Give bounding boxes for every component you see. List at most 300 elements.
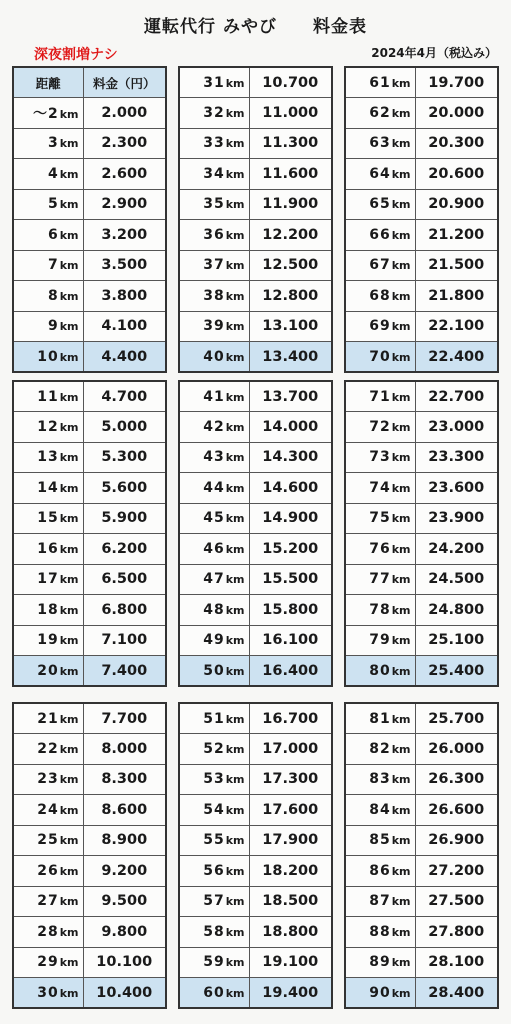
unit-label: km [391,956,411,970]
effective-date: 2024年4月（税込み） [371,46,497,60]
fare-cell: 20.000 [415,98,498,129]
table-row [13,947,166,978]
unit-label: km [59,864,79,878]
distance-cell: 11km [13,381,83,412]
distance-cell: 84km [345,795,415,826]
distance-cell: 75km [345,503,415,534]
fare-cell: 7.400 [83,656,166,687]
fare-cell: 11.000 [249,98,332,129]
unit-label: km [225,106,245,120]
unit-label: km [225,320,245,334]
unit-label: km [391,320,411,334]
table-row [13,764,166,795]
fare-cell: 3.200 [83,220,166,251]
unit-label: km [391,420,411,434]
table-row [345,947,498,978]
unit-label: km [59,925,79,939]
table-row [179,947,332,978]
fare-cell: 2.900 [83,189,166,220]
fare-cell: 15.200 [249,534,332,565]
unit-label: km [225,742,245,756]
fare-cell: 2.000 [83,98,166,129]
fare-cell: 10.100 [83,947,166,978]
unit-label: km [59,198,79,212]
distance-cell: 61km [345,67,415,98]
table-row [345,159,498,190]
unit-label: km [59,350,79,364]
unit-label: km [391,76,411,90]
distance-cell: 7km [13,250,83,281]
fare-cell: 4.100 [83,311,166,342]
distance-cell: 38km [179,281,249,312]
fare-cell: 18.800 [249,917,332,948]
unit-label: km [59,712,79,726]
table-row [13,128,166,159]
unit-label: km [59,259,79,273]
table-row [345,503,498,534]
table-row [13,442,166,473]
fare-cell: 12.500 [249,250,332,281]
distance-cell: 60km [179,978,249,1009]
fare-cell: 17.600 [249,795,332,826]
fare-cell: 23.900 [415,503,498,534]
table-row [179,656,332,687]
distance-cell: 26km [13,856,83,887]
unit-label: km [59,986,79,1000]
table-row [13,795,166,826]
table-row [13,734,166,765]
fare-cell: 9.500 [83,886,166,917]
no-late-night-surcharge-note: 深夜割増ナシ [34,47,118,63]
unit-label: km [225,803,245,817]
fare-cell: 14.300 [249,442,332,473]
table-row [179,595,332,626]
unit-label: km [225,956,245,970]
table-row [13,625,166,656]
unit-label: km [59,895,79,909]
table-row [179,825,332,856]
unit-label: km [59,167,79,181]
table-row [179,734,332,765]
unit-label: km [59,956,79,970]
distance-cell: 17km [13,564,83,595]
distance-cell: 40km [179,342,249,373]
table-row [345,703,498,734]
table-row [345,442,498,473]
table-row [13,856,166,887]
fare-cell: 6.800 [83,595,166,626]
distance-cell: 43km [179,442,249,473]
table-row [345,564,498,595]
table-row [179,220,332,251]
unit-label: km [59,390,79,404]
fare-cell: 11.300 [249,128,332,159]
table-row [13,503,166,534]
distance-cell: 52km [179,734,249,765]
distance-cell: 76km [345,534,415,565]
distance-cell: 33km [179,128,249,159]
fare-block-1 [12,66,167,373]
table-row [345,98,498,129]
distance-cell: 55km [179,825,249,856]
unit-label: km [59,137,79,151]
table-row [345,220,498,251]
unit-label: km [225,895,245,909]
fare-cell: 19.100 [249,947,332,978]
distance-cell: 39km [179,311,249,342]
distance-cell: 35km [179,189,249,220]
fare-cell: 17.900 [249,825,332,856]
unit-label: km [391,803,411,817]
table-row [179,703,332,734]
unit-label: km [391,573,411,587]
distance-cell: 18km [13,595,83,626]
unit-label: km [59,451,79,465]
table-row [13,825,166,856]
table-row [13,656,166,687]
table-row [179,442,332,473]
table-row [179,342,332,373]
table-row [179,189,332,220]
distance-cell: 53km [179,764,249,795]
fare-cell: 5.300 [83,442,166,473]
distance-cell: 87km [345,886,415,917]
fare-cell: 4.400 [83,342,166,373]
fare-cell: 24.200 [415,534,498,565]
distance-cell: 81km [345,703,415,734]
unit-label: km [59,603,79,617]
table-row [13,250,166,281]
unit-label: km [391,834,411,848]
distance-cell: 23km [13,764,83,795]
fare-cell: 4.700 [83,381,166,412]
fare-header: 料金（円） [83,67,166,98]
table-row [13,978,166,1009]
fare-cell: 28.100 [415,947,498,978]
unit-label: km [59,742,79,756]
fare-cell: 16.700 [249,703,332,734]
fare-cell: 3.800 [83,281,166,312]
unit-label: km [391,390,411,404]
table-row [179,764,332,795]
table-row [179,281,332,312]
table-row [345,250,498,281]
fare-cell: 9.800 [83,917,166,948]
unit-label: km [59,542,79,556]
unit-label: km [391,742,411,756]
fare-cell: 5.900 [83,503,166,534]
unit-label: km [391,542,411,556]
table-row [179,159,332,190]
distance-cell: 57km [179,886,249,917]
unit-label: km [225,542,245,556]
table-row [179,250,332,281]
fare-cell: 20.300 [415,128,498,159]
table-row [345,67,498,98]
page-title: 運転代行 みやび 料金表 [144,17,367,37]
unit-label: km [59,107,79,121]
fare-cell: 26.000 [415,734,498,765]
unit-label: km [391,481,411,495]
distance-cell: 6km [13,220,83,251]
distance-cell: 22km [13,734,83,765]
unit-label: km [225,986,245,1000]
table-row [13,311,166,342]
table-row [345,595,498,626]
distance-cell: 3km [13,128,83,159]
fare-cell: 5.600 [83,473,166,504]
distance-cell: 46km [179,534,249,565]
table-row [345,412,498,443]
unit-label: km [59,512,79,526]
distance-cell: 48km [179,595,249,626]
unit-label: km [59,228,79,242]
distance-cell: 67km [345,250,415,281]
distance-cell: 45km [179,503,249,534]
unit-label: km [59,481,79,495]
unit-label: km [225,350,245,364]
table-row [179,381,332,412]
fare-cell: 18.500 [249,886,332,917]
fare-cell: 23.300 [415,442,498,473]
table-row [179,978,332,1009]
unit-label: km [59,664,79,678]
distance-cell: 30km [13,978,83,1009]
fare-cell: 10.400 [83,978,166,1009]
fare-cell: 15.800 [249,595,332,626]
table-row [179,564,332,595]
distance-cell: 63km [345,128,415,159]
unit-label: km [225,712,245,726]
distance-cell: 62km [345,98,415,129]
table-row [13,886,166,917]
table-row [345,795,498,826]
table-row [13,703,166,734]
unit-label: km [225,259,245,273]
distance-cell: 〜2km [13,98,83,129]
distance-cell: 47km [179,564,249,595]
table-row [179,311,332,342]
table-row [13,220,166,251]
fare-cell: 23.000 [415,412,498,443]
fare-cell: 7.100 [83,625,166,656]
unit-label: km [225,512,245,526]
table-row [13,412,166,443]
unit-label: km [391,664,411,678]
distance-cell: 71km [345,381,415,412]
distance-cell: 78km [345,595,415,626]
table-row [345,625,498,656]
fare-cell: 20.900 [415,189,498,220]
distance-cell: 9km [13,311,83,342]
fare-cell: 27.800 [415,917,498,948]
table-row [345,128,498,159]
fare-cell: 11.900 [249,189,332,220]
table-row [13,281,166,312]
fare-cell: 19.400 [249,978,332,1009]
table-row [345,917,498,948]
table-row [345,311,498,342]
unit-label: km [391,773,411,787]
distance-cell: 10km [13,342,83,373]
table-row [345,825,498,856]
fare-cell: 26.600 [415,795,498,826]
fare-cell: 22.400 [415,342,498,373]
fare-cell: 21.200 [415,220,498,251]
distance-cell: 24km [13,795,83,826]
table-row [345,978,498,1009]
fare-cell: 25.700 [415,703,498,734]
table-row [13,189,166,220]
distance-cell: 36km [179,220,249,251]
unit-label: km [391,986,411,1000]
fare-cell: 12.800 [249,281,332,312]
table-row [179,412,332,443]
distance-cell: 13km [13,442,83,473]
unit-label: km [391,895,411,909]
unit-label: km [59,803,79,817]
distance-cell: 29km [13,947,83,978]
fare-cell: 8.600 [83,795,166,826]
unit-label: km [391,925,411,939]
fare-cell: 21.500 [415,250,498,281]
table-row [345,656,498,687]
table-row [345,342,498,373]
fare-cell: 9.200 [83,856,166,887]
distance-cell: 77km [345,564,415,595]
unit-label: km [59,420,79,434]
distance-cell: 12km [13,412,83,443]
distance-cell: 16km [13,534,83,565]
fare-cell: 24.500 [415,564,498,595]
distance-cell: 19km [13,625,83,656]
unit-label: km [225,76,245,90]
unit-label: km [59,834,79,848]
table-row [345,856,498,887]
unit-label: km [225,573,245,587]
fare-cell: 21.800 [415,281,498,312]
distance-cell: 4km [13,159,83,190]
table-row [13,534,166,565]
distance-cell: 68km [345,281,415,312]
distance-cell: 37km [179,250,249,281]
table-row [179,886,332,917]
distance-cell: 70km [345,342,415,373]
distance-cell: 85km [345,825,415,856]
fare-cell: 14.000 [249,412,332,443]
unit-label: km [391,350,411,364]
fare-cell: 12.200 [249,220,332,251]
table-row [345,381,498,412]
distance-cell: 89km [345,947,415,978]
fare-cell: 6.200 [83,534,166,565]
unit-label: km [59,573,79,587]
fare-cell: 7.700 [83,703,166,734]
unit-label: km [59,773,79,787]
table-row [13,342,166,373]
unit-label: km [225,420,245,434]
unit-label: km [391,512,411,526]
fare-cell: 6.500 [83,564,166,595]
fare-cell: 24.800 [415,595,498,626]
header-row [13,67,166,98]
fare-block-8 [178,702,333,1009]
table-row [179,795,332,826]
distance-cell: 59km [179,947,249,978]
unit-label: km [225,137,245,151]
fare-cell: 13.100 [249,311,332,342]
fare-cell: 11.600 [249,159,332,190]
fare-block-5 [178,380,333,687]
table-row [13,98,166,129]
unit-label: km [225,773,245,787]
table-row [345,886,498,917]
unit-label: km [59,289,79,303]
fare-block-2 [178,66,333,373]
table-row [179,98,332,129]
unit-label: km [225,198,245,212]
table-row [179,917,332,948]
distance-cell: 14km [13,473,83,504]
distance-cell: 79km [345,625,415,656]
table-row [179,128,332,159]
table-row [13,473,166,504]
table-row [179,534,332,565]
fare-cell: 25.400 [415,656,498,687]
table-row [13,381,166,412]
fare-cell: 26.300 [415,764,498,795]
distance-cell: 54km [179,795,249,826]
fare-cell: 2.600 [83,159,166,190]
distance-cell: 64km [345,159,415,190]
table-row [345,189,498,220]
distance-cell: 80km [345,656,415,687]
fare-cell: 10.700 [249,67,332,98]
unit-label: km [225,834,245,848]
fare-cell: 17.000 [249,734,332,765]
table-row [345,473,498,504]
table-row [179,625,332,656]
distance-cell: 50km [179,656,249,687]
fare-cell: 2.300 [83,128,166,159]
unit-label: km [59,320,79,334]
unit-label: km [225,603,245,617]
unit-label: km [225,864,245,878]
fare-cell: 22.100 [415,311,498,342]
fare-block-9 [344,702,499,1009]
distance-cell: 72km [345,412,415,443]
distance-cell: 8km [13,281,83,312]
distance-cell: 83km [345,764,415,795]
unit-label: km [391,259,411,273]
fare-cell: 15.500 [249,564,332,595]
unit-label: km [391,167,411,181]
fare-cell: 13.700 [249,381,332,412]
unit-label: km [225,451,245,465]
distance-cell: 5km [13,189,83,220]
table-row [13,159,166,190]
unit-label: km [391,712,411,726]
fare-cell: 8.000 [83,734,166,765]
unit-label: km [225,289,245,303]
fare-cell: 26.900 [415,825,498,856]
distance-cell: 86km [345,856,415,887]
table-row [179,473,332,504]
fare-block-6 [344,380,499,687]
fare-block-7 [12,702,167,1009]
distance-cell: 82km [345,734,415,765]
unit-label: km [59,634,79,648]
